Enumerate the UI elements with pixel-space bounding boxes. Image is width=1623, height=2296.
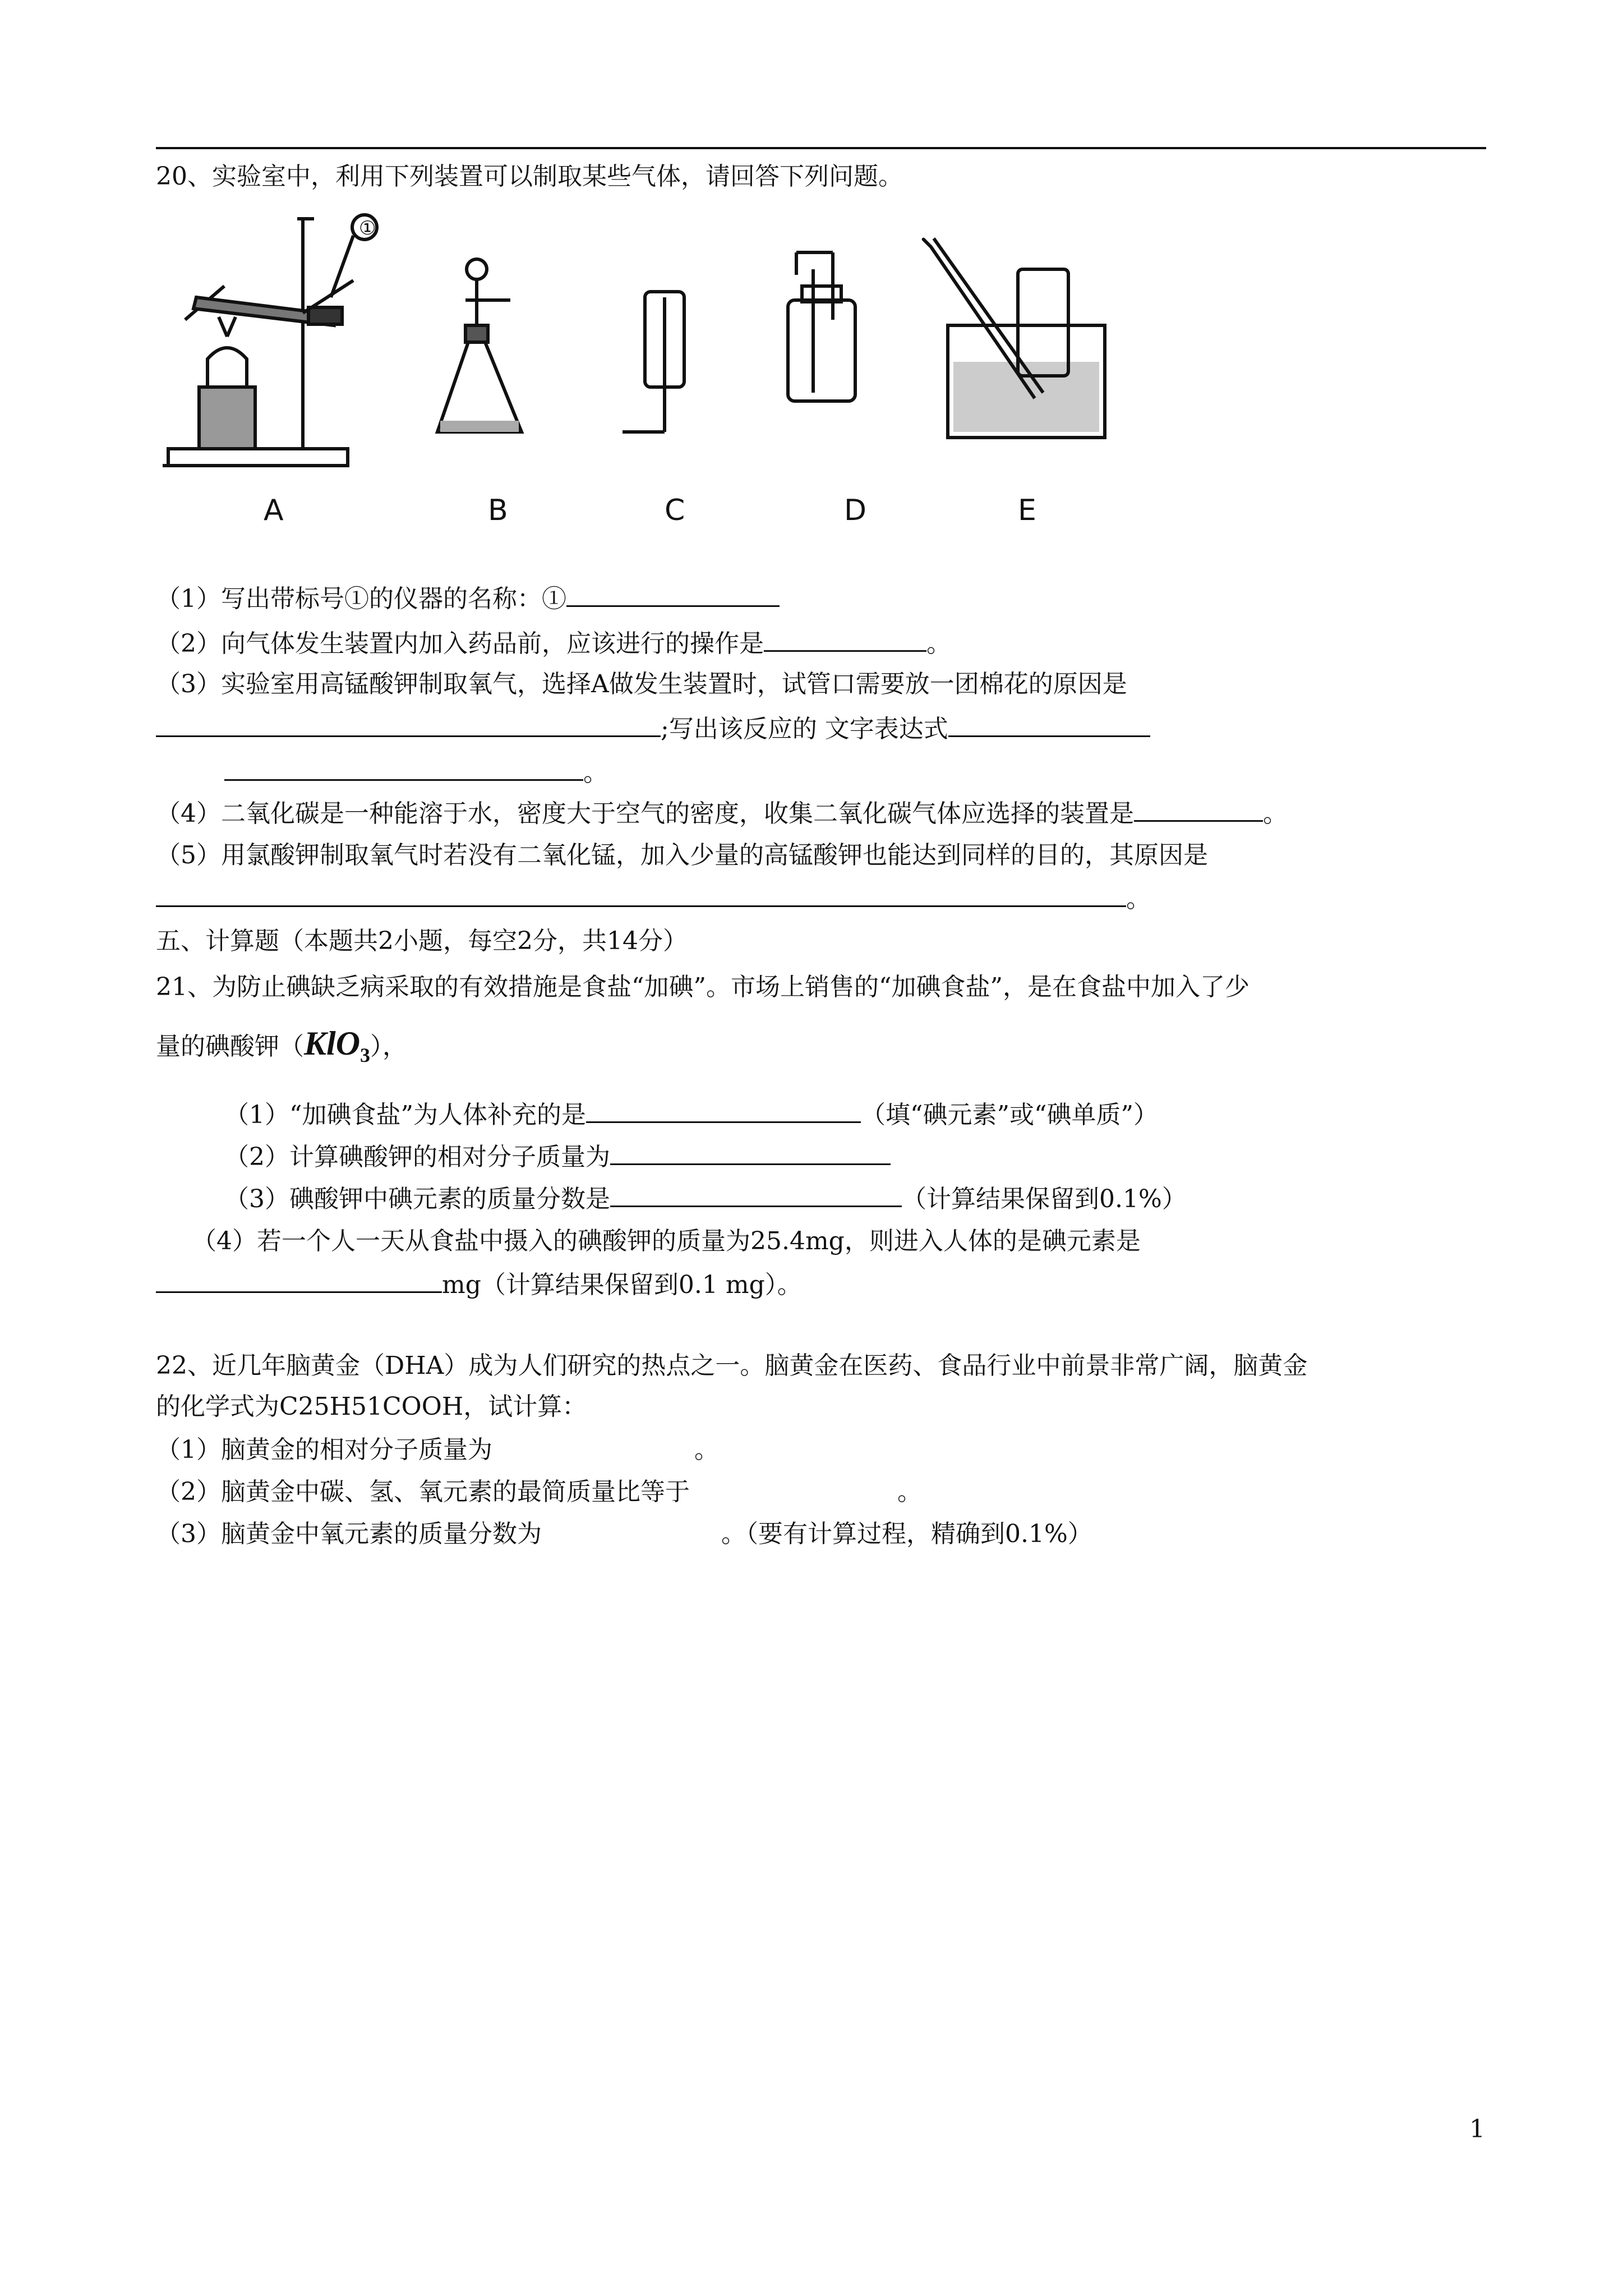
q21-part2: （2）计算碘酸钾的相对分子质量为 xyxy=(224,1139,891,1174)
top-rule xyxy=(156,147,1486,149)
label-b: B xyxy=(488,494,508,527)
label-a: A xyxy=(264,494,284,527)
q21-part4-line1: （4）若一个人一天从食盐中摄入的碘酸钾的质量为25.4mg，则进入人体的是碘元素是 xyxy=(192,1227,1141,1255)
answer-blank[interactable] xyxy=(156,881,1126,907)
apparatus-e xyxy=(924,238,1105,438)
q22-part1: （1）脑黄金的相对分子质量为 。 xyxy=(156,1435,719,1464)
q20-title: 20、实验室中，利用下列装置可以制取某些气体，请回答下列问题。 xyxy=(156,162,903,191)
label-c: C xyxy=(665,494,685,527)
label-e: E xyxy=(1018,494,1036,527)
answer-blank[interactable] xyxy=(156,1267,442,1293)
q22-line2: 的化学式为C25H51COOH，试计算： xyxy=(156,1392,587,1421)
answer-blank[interactable] xyxy=(610,1181,902,1207)
apparatus-figure xyxy=(163,208,1127,533)
q20-part2: （2）向气体发生装置内加入药品前，应该进行的操作是 。 xyxy=(156,625,951,661)
answer-blank[interactable] xyxy=(586,1097,861,1123)
answer-blank[interactable] xyxy=(764,625,926,652)
q20-part3-line1: （3）实验室用高锰酸钾制取氧气，选择A做发生装置时，试管口需要放一团棉花的原因是 xyxy=(156,670,1127,698)
section5-heading: 五、计算题（本题共2小题，每空2分，共14分） xyxy=(156,927,688,955)
formula-kio3: KlO$_3$ xyxy=(304,1025,371,1066)
label-d: D xyxy=(844,494,867,527)
marker-1: ① xyxy=(359,217,376,240)
q21-part3: （3）碘酸钾中碘元素的质量分数是 （计算结果保留到0.1%） xyxy=(224,1181,1187,1216)
q20-part5-line1: （5）用氯酸钾制取氧气时若没有二氧化锰，加入少量的高锰酸钾也能达到同样的目的，其原因是 xyxy=(156,841,1208,869)
answer-blank[interactable] xyxy=(566,581,780,607)
answer-blank[interactable] xyxy=(1134,795,1263,822)
answer-blank[interactable] xyxy=(948,711,1150,737)
apparatus-c xyxy=(623,292,684,432)
apparatus-d xyxy=(788,252,855,401)
q20-part3-line3: 。 xyxy=(224,754,608,790)
q20-part5-line2: 。 xyxy=(156,881,1151,916)
apparatus-a xyxy=(163,215,377,466)
q20-part1: （1）写出带标号①的仪器的名称：① xyxy=(156,581,780,616)
q22-line1: 22、近几年脑黄金（DHA）成为人们研究的热点之一。脑黄金在医药、食品行业中前景非常广阔，脑黄金 xyxy=(156,1351,1308,1380)
q20-part3-line2: ;写出该反应的 文字表达式 xyxy=(156,711,1150,746)
answer-blank[interactable] xyxy=(224,754,583,781)
page-number: 1 xyxy=(1469,2115,1485,2143)
q20-part4: （4）二氧化碳是一种能溶于水，密度大于空气的密度，收集二氧化碳气体应选择的装置是 。 xyxy=(156,795,1288,831)
q22-part3: （3）脑黄金中氧元素的质量分数为 。（要有计算过程，精确到0.1%） xyxy=(156,1520,1092,1548)
q21-part4-line2: mg（计算结果保留到0.1 mg）。 xyxy=(156,1267,802,1302)
q21-part1: （1）“加碘食盐”为人体补充的是 （填“碘元素”或“碘单质”） xyxy=(224,1097,1158,1132)
answer-blank[interactable] xyxy=(610,1139,891,1165)
q22-part2: （2）脑黄金中碳、氢、氧元素的最简质量比等于 。 xyxy=(156,1478,922,1506)
q21-line1: 21、为防止碘缺乏病采取的有效措施是食盐“加碘”。市场上销售的“加碘食盐”，是在食盐中加入了少 xyxy=(156,973,1249,1001)
apparatus-b xyxy=(437,259,522,432)
q21-line2: 量的碘酸钾（KlO$_3$）， xyxy=(156,1025,408,1066)
answer-blank[interactable] xyxy=(156,711,661,737)
